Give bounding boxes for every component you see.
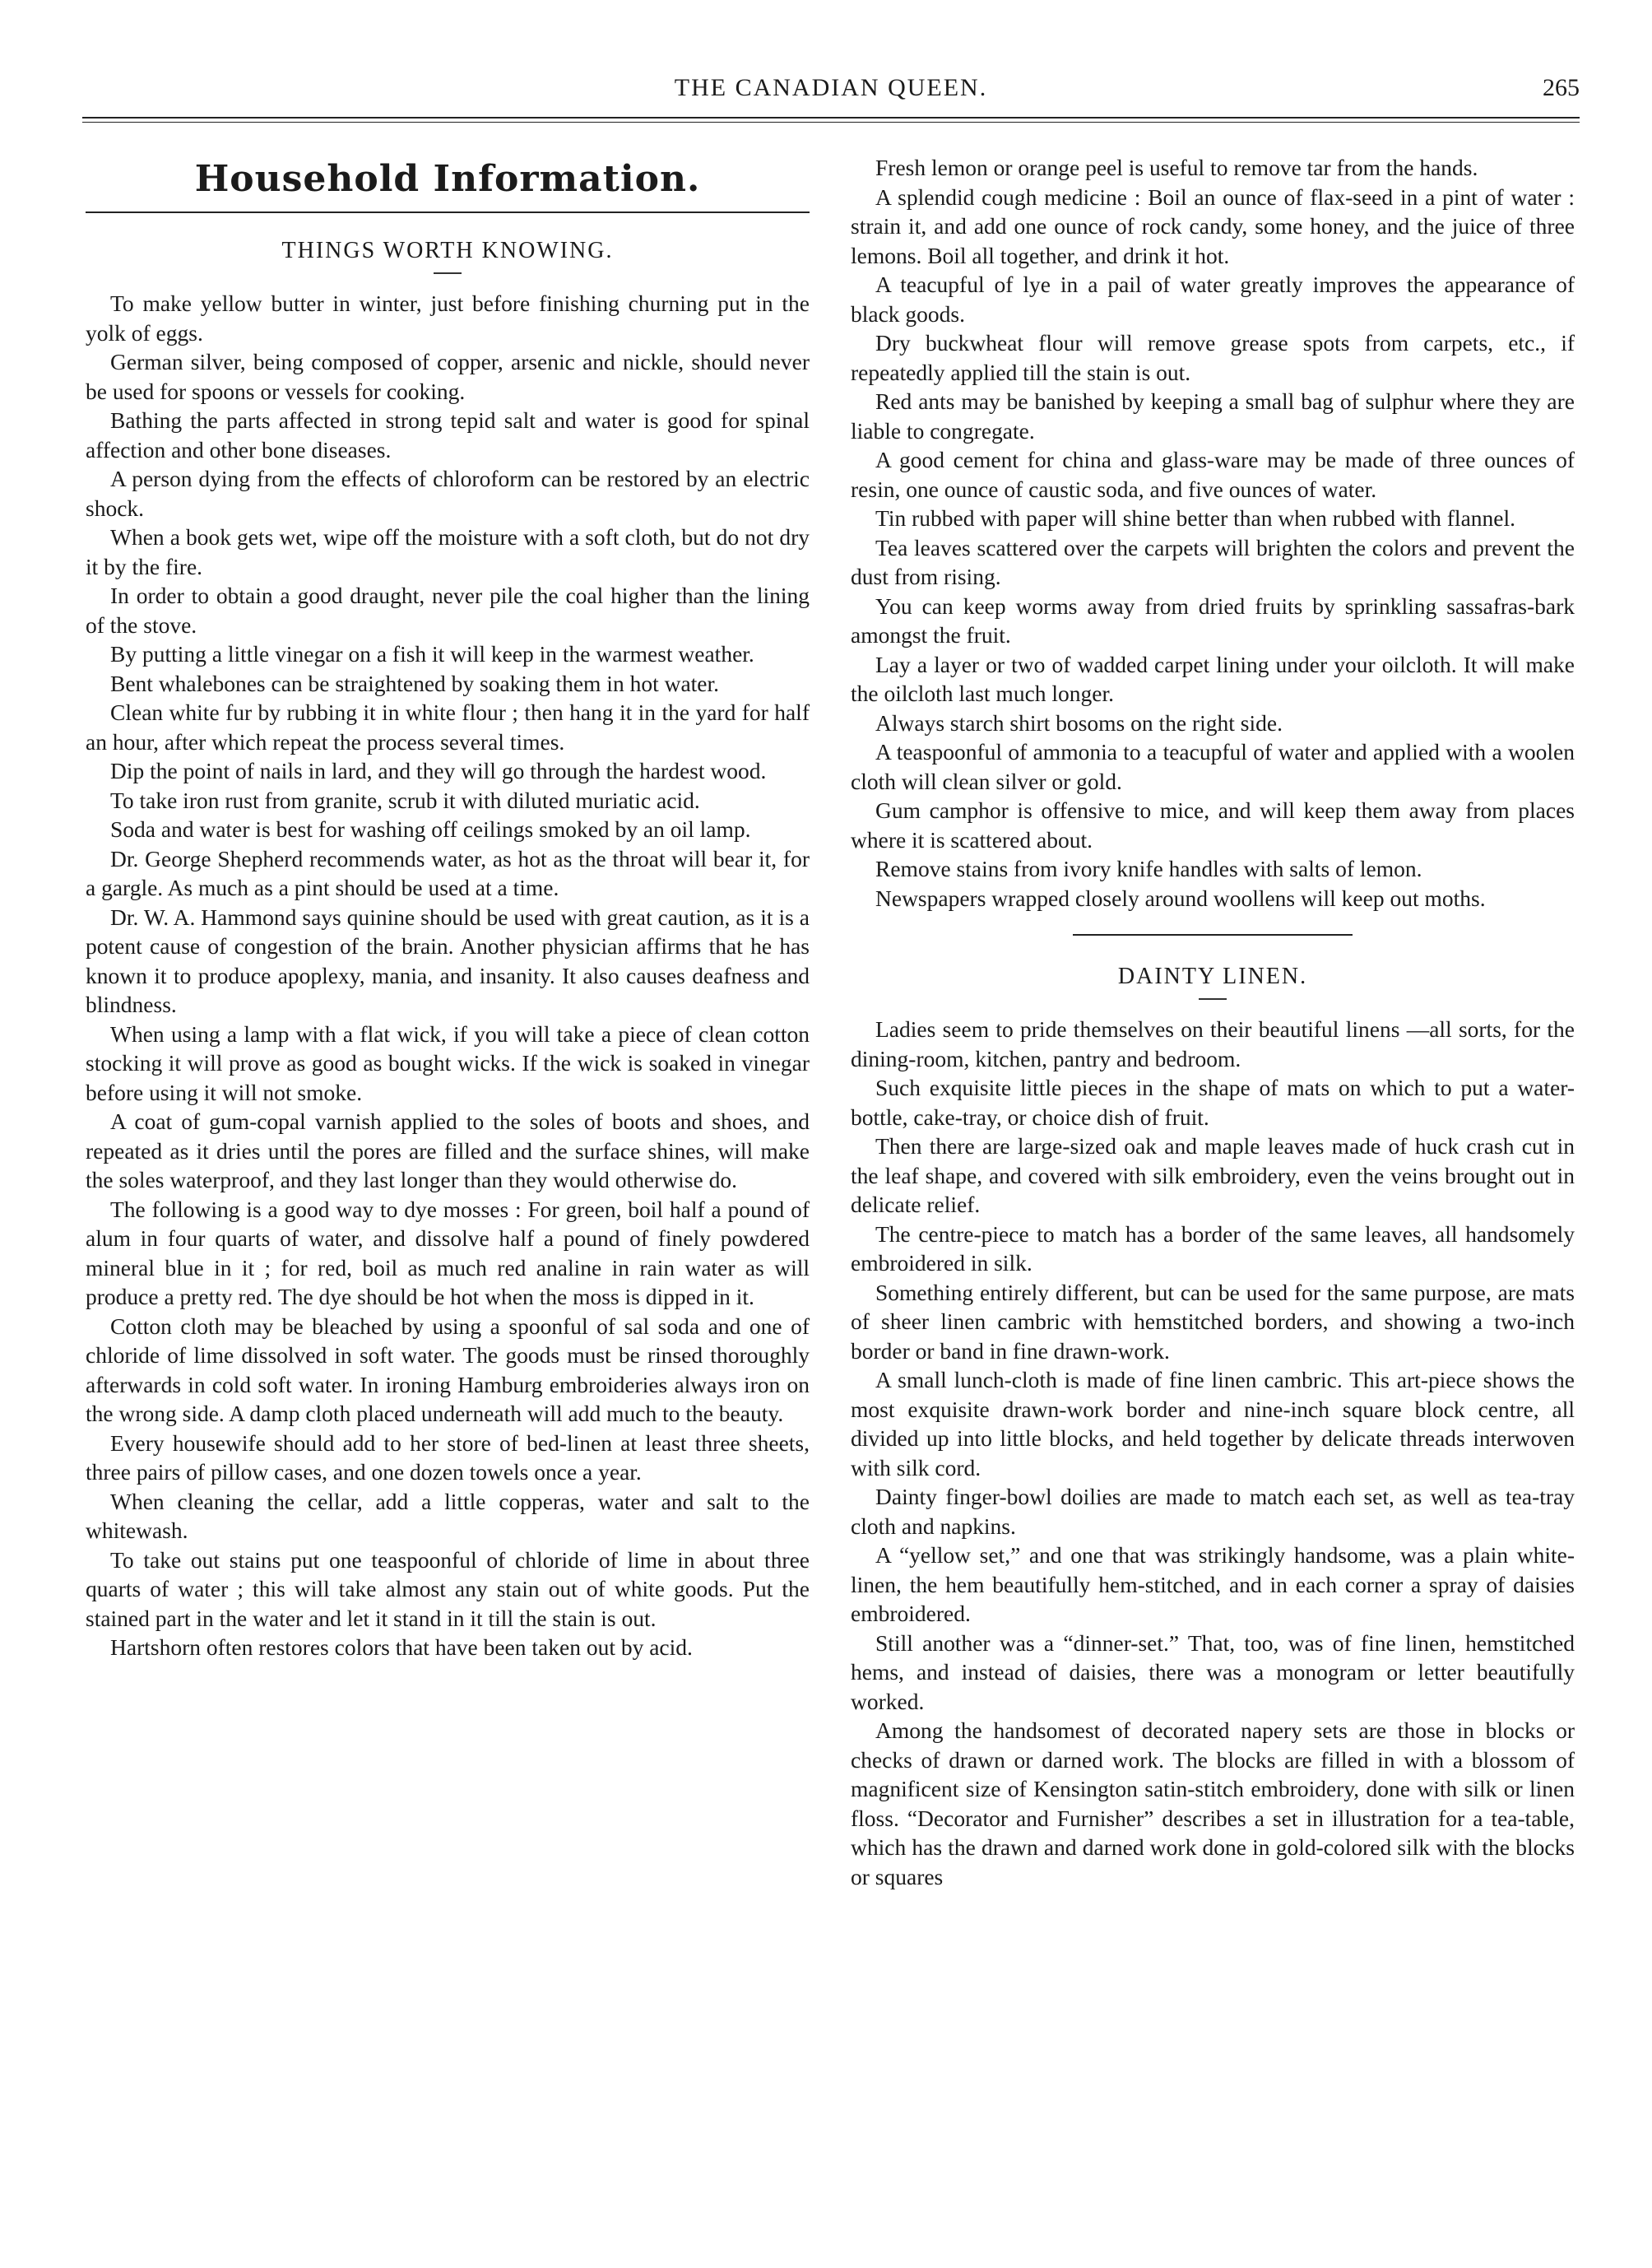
paragraph: Dip the point of nails in lard, and they will go through the hardest wood.	[110, 758, 767, 783]
page-number: 265	[1543, 74, 1580, 101]
paragraph: To take iron rust from granite, scrub it with diluted muriatic acid.	[110, 787, 700, 813]
paragraph: Bent whalebones can be straightened by soaking them in hot water.	[110, 670, 720, 696]
paragraph: Newspapers wrapped closely around woollens will keep out moths.	[875, 885, 1486, 911]
paragraph: Cotton cloth may be bleached by using a spoonful of sal soda and one of chloride of lime dissolved in soft water. The goods must be rinsed thoroughly afterwards in cold soft water. In ironing Hamburg embroideries always iron on the wrong side. A damp cloth placed underneath will add much to the beauty.	[86, 1313, 810, 1426]
running-head	[82, 74, 1580, 109]
right-column	[851, 153, 1575, 1891]
paragraph: Dr. W. A. Hammond says quinine should be used with great caution, as it is a potent cause of congestion of the brain. Another physician affirms that he has known it to produce apoplexy, mania, and insanity. It also causes deafness and blindness.	[86, 904, 810, 1017]
paragraph: A coat of gum-copal varnish applied to the soles of boots and shoes, and repeated as it dries until the pores are filled and the surface shines, will make the soles waterproof, and they last longer than they would otherwise do.	[86, 1108, 810, 1192]
running-title: THE CANADIAN QUEEN.	[674, 74, 988, 101]
department-heading: Household Information.	[194, 158, 701, 200]
dainty-linen-paragraphs	[851, 1015, 1575, 1891]
paragraph: Tin rubbed with paper will shine better than when rubbed with flannel.	[875, 505, 1515, 531]
paragraph: You can keep worms away from dried fruits by sprinkling sassafras-bark amongst the fruit.	[851, 593, 1575, 648]
paragraph: Ladies seem to pride themselves on their beautiful linens —all sorts, for the dining-room, kitchen, pantry and bedroom.	[851, 1016, 1575, 1071]
paragraph: Still another was a “dinner-set.” That, too, was of fine linen, hemstitched hems, and instead of daisies, there was a monogram or letter beautifully worked.	[851, 1629, 1575, 1714]
paragraph: Always starch shirt bosoms on the right side.	[875, 709, 1283, 736]
paragraph: Dr. George Shepherd recommends water, as hot as the throat will bear it, for a gargle. As much as a pint should be used at a time.	[86, 845, 810, 900]
paragraph: A splendid cough medicine : Boil an ounce of flax-seed in a pint of water : strain it, and add one ounce of rock candy, some honey, and the juice of three lemons. Boil all together, and drink it hot.	[851, 184, 1575, 268]
paragraph: When a book gets wet, wipe off the moisture with a soft cloth, but do not dry it by the fire.	[86, 524, 810, 579]
section-title-things-worth-knowing: THINGS WORTH KNOWING.	[281, 238, 614, 263]
paragraph: A small lunch-cloth is made of fine linen cambric. This art-piece shows the most exquisite drawn-work border and nine-inch square block centre, all divided up into little blocks, and held together by delicate threads interwoven with silk cord.	[851, 1367, 1575, 1480]
paragraph: The centre-piece to match has a border of the same leaves, all handsomely embroidered in silk.	[851, 1220, 1575, 1276]
paragraph: Soda and water is best for washing off ceilings smoked by an oil lamp.	[110, 816, 751, 842]
section-title-dainty-linen: DAINTY LINEN.	[1117, 964, 1308, 989]
paragraph: A good cement for china and glass-ware may be made of three ounces of resin, one ounce of caustic soda, and five ounces of water.	[851, 447, 1575, 502]
paragraph: Something entirely different, but can be used for the same purpose, are mats of sheer linen cambric with hemstitched borders, and showing a two-inch border or band in fine drawn-work.	[851, 1279, 1575, 1364]
paragraph: Dainty finger-bowl doilies are made to match each set, as well as tea-tray cloth and napkins.	[851, 1484, 1575, 1539]
section-dash	[434, 272, 462, 274]
paragraph: To take out stains put one teaspoonful of chloride of lime in about three quarts of water ; this will take almost any stain out of white goods. Put the stained part in the water and let it stand in it till the stain is out.	[86, 1546, 810, 1631]
paragraph: Then there are large-sized oak and maple leaves made of huck crash cut in the leaf shape, and covered with silk embroidery, even the veins brought out in delicate relief.	[851, 1133, 1575, 1217]
paragraph: When using a lamp with a flat wick, if you will take a piece of clean cotton stocking it will prove as good as bought wicks. If the wick is soaked in vinegar before using it will not smoke.	[86, 1020, 810, 1105]
department-rule	[86, 211, 810, 213]
paragraph: Such exquisite little pieces in the shape of mats on which to put a water-bottle, cake-tray, or choice dish of fruit.	[851, 1075, 1575, 1130]
left-column	[86, 153, 810, 1662]
paragraph: Red ants may be banished by keeping a small bag of sulphur where they are liable to congregate.	[851, 388, 1575, 444]
paragraph: By putting a little vinegar on a fish it will keep in the warmest weather.	[110, 641, 754, 667]
paragraph: Clean white fur by rubbing it in white flour ; then hang it in the yard for half an hour, after which repeat the process several times.	[86, 699, 810, 755]
paragraph: Hartshorn often restores colors that have been taken out by acid.	[110, 1634, 693, 1660]
section-dash	[1199, 998, 1227, 1000]
paragraph: Dry buckwheat flour will remove grease spots from carpets, etc., if repeatedly applied till the stain is out.	[851, 330, 1575, 385]
paragraph: Every housewife should add to her store of bed-linen at least three sheets, three pairs of pillow cases, and one dozen towels once a year.	[86, 1429, 810, 1485]
paragraph: A person dying from the effects of chloroform can be restored by an electric shock.	[86, 466, 810, 521]
paragraph: When cleaning the cellar, add a little copperas, water and salt to the whitewash.	[86, 1488, 810, 1543]
header-rule-thin	[82, 122, 1580, 123]
left-paragraphs	[86, 289, 810, 1662]
paragraph: Fresh lemon or orange peel is useful to remove tar from the hands.	[875, 155, 1478, 180]
paragraph: The following is a good way to dye mosses : For green, boil half a pound of alum in four quarts of water, and dissolve half a pound of finely powdered mineral blue in it ; for red, boil as much red analine in rain water as will produce a pretty red. The dye should be hot when the moss is dipped in it.	[86, 1196, 810, 1309]
paragraph: Among the handsomest of decorated napery sets are those in blocks or checks of drawn or darned work. The blocks are filled in with a blossom of magnificent size of Kensington satin-stitch embroidery, done with silk or linen floss. “Decorator and Furnisher” describes a set in illustration for a tea-table, which has the drawn and darned work done in gold-colored silk with the blocks or squares	[851, 1717, 1575, 1889]
paragraph: German silver, being composed of copper, arsenic and nickle, should never be used for spoons or vessels for cooking.	[86, 349, 810, 404]
paragraph: Tea leaves scattered over the carpets will brighten the colors and prevent the dust from rising.	[851, 534, 1575, 589]
right-paragraphs	[851, 153, 1575, 913]
paragraph: A “yellow set,” and one that was strikingly handsome, was a plain white-linen, the hem beautifully hem-stitched, and in each corner a spray of daisies embroidered.	[851, 1542, 1575, 1626]
paragraph: A teacupful of lye in a pail of water greatly improves the appearance of black goods.	[851, 272, 1575, 327]
paragraph: In order to obtain a good draught, never pile the coal higher than the lining of the stove.	[86, 583, 810, 638]
section-divider	[1073, 934, 1353, 936]
paragraph: A teaspoonful of ammonia to a teacupful of water and applied with a woolen cloth will clean silver or gold.	[851, 739, 1575, 794]
paragraph: Bathing the parts affected in strong tepid salt and water is good for spinal affection and other bone diseases.	[86, 407, 810, 462]
paragraph: To make yellow butter in winter, just before finishing churning put in the yolk of eggs.	[86, 290, 810, 346]
paragraph: Gum camphor is offensive to mice, and will keep them away from places where it is scattered about.	[851, 797, 1575, 853]
paragraph: Lay a layer or two of wadded carpet lining under your oilcloth. It will make the oilcloth last much longer.	[851, 651, 1575, 706]
paragraph: Remove stains from ivory knife handles with salts of lemon.	[875, 856, 1422, 881]
header-rule	[82, 117, 1580, 119]
